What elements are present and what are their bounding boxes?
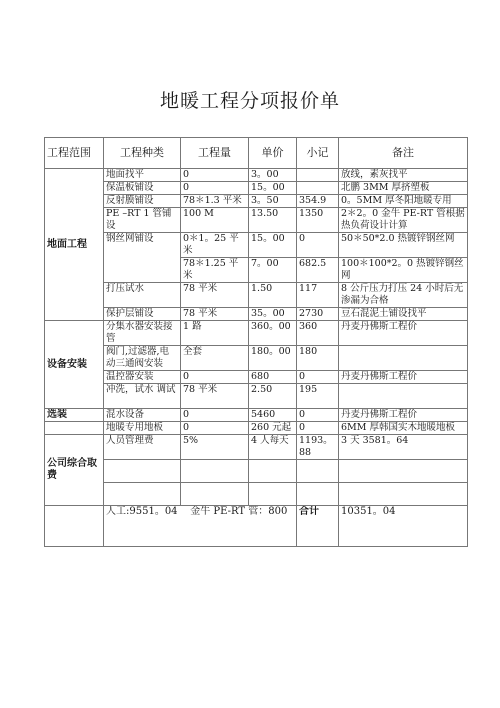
cell-empty [339, 483, 468, 506]
cell-type: 温控器安装 [104, 371, 181, 384]
cell-qty: 78 平米 [181, 308, 249, 321]
cell-note: 丹麦丹佛斯工程价 [339, 409, 468, 422]
section-company: 公司综合取费 [45, 435, 104, 506]
table-row [45, 233, 468, 258]
table-row [45, 346, 468, 371]
cell-type: 地面找平 [104, 169, 181, 182]
header-unit-price: 单价 [249, 138, 297, 169]
cell-sub: 117 [297, 283, 339, 308]
total-value: 10351。04 [339, 506, 468, 547]
cell-empty [104, 483, 181, 506]
cell-sub: 195 [297, 384, 339, 409]
table-row [45, 169, 468, 182]
cell-note: 北鹏 3MM 厚挤塑板 [339, 182, 468, 195]
cell-qty: 78 平米 [181, 384, 249, 409]
cell-sub: 1350 [297, 208, 339, 233]
cell-type: 阀门,过滤器,电动三通阀安装 [104, 346, 181, 371]
quote-table [44, 137, 468, 547]
cell-note: 放线，素灰找平 [339, 169, 468, 182]
table-row [45, 208, 468, 233]
cell-price: 3。50 [249, 195, 297, 208]
section-ground: 地面工程 [45, 169, 104, 321]
cell-empty [45, 506, 104, 547]
cell-note: 丹麦丹佛斯工程价 [339, 321, 468, 346]
table-row [45, 435, 468, 460]
cell-note: 6MM 厚韩国实木地暖地板 [339, 422, 468, 435]
cell-qty: 78＊1.3 平米 [181, 195, 249, 208]
cell-qty: 78 平米 [181, 283, 249, 308]
cell-note: 丹麦丹佛斯工程价 [339, 371, 468, 384]
cell-type: 保温板铺设 [104, 182, 181, 195]
cell-qty: 0 [181, 409, 249, 422]
cell-qty: 5% [181, 435, 249, 460]
cell-type: PE –RT 1 管铺设 [104, 208, 181, 233]
cell-note: 2＊2。0 金牛 PE-RT 管根据热负荷设计计算 [339, 208, 468, 233]
table-row [45, 182, 468, 195]
cell-sub: 2730 [297, 308, 339, 321]
cell-price: 35。00 [249, 308, 297, 321]
cell-sub: 682.5 [297, 258, 339, 283]
cell-type: 地暖专用地板 [104, 422, 181, 435]
cell-note: 8 公斤压力打压 24 小时后无渗漏为合格 [339, 283, 468, 308]
cell-type: 反射膜铺设 [104, 195, 181, 208]
cell-sub: 354.9 [297, 195, 339, 208]
cell-price: 4 人每天 [249, 435, 297, 460]
cell-empty [181, 483, 249, 506]
cell-qty: 0＊1。25 平米 [181, 233, 249, 258]
table-row [45, 409, 468, 422]
cell-type: 打压试水 [104, 283, 181, 308]
cell-empty [249, 460, 297, 483]
cell-note: 100＊100*2。0 热镀锌钢丝网 [339, 258, 468, 283]
cell-qty: 0 [181, 169, 249, 182]
cell-price: 360。00 [249, 321, 297, 346]
cell-qty: 全套 [181, 346, 249, 371]
total-row [45, 506, 468, 547]
cell-type: 混水设备 [104, 409, 181, 422]
cell-empty [45, 422, 104, 435]
table-row [45, 371, 468, 384]
cell-empty [297, 483, 339, 506]
table-row [45, 283, 468, 308]
cell-price: 3。00 [249, 169, 297, 182]
cell-price: 7。00 [249, 258, 297, 283]
header-scope: 工程范围 [45, 138, 104, 169]
cell-qty: 0 [181, 182, 249, 195]
cell-empty [339, 460, 468, 483]
table-row [45, 483, 468, 506]
page-title: 地暖工程分项报价单 [159, 90, 340, 112]
cell-note: 50＊50*2.0 热镀锌钢丝网 [339, 233, 468, 258]
cell-type: 保护层铺设 [104, 308, 181, 321]
table-header-row [45, 138, 468, 169]
cell-note: 3 天 3581。64 [339, 435, 468, 460]
total-label: 合计 [297, 506, 339, 547]
cell-type: 分集水器安装接管 [104, 321, 181, 346]
cell-price: 260 元起 [249, 422, 297, 435]
cell-price: 13.50 [249, 208, 297, 233]
table-row [45, 384, 468, 409]
table-row [45, 195, 468, 208]
cell-empty [104, 460, 181, 483]
cell-sub: 360 [297, 321, 339, 346]
cell-type: 人员管理费 [104, 435, 181, 460]
header-subtotal: 小记 [297, 138, 339, 169]
header-note: 备注 [339, 138, 468, 169]
cell-empty [297, 460, 339, 483]
table-row [45, 308, 468, 321]
cell-price: 180。00 [249, 346, 297, 371]
cell-price: 1.50 [249, 283, 297, 308]
cell-price: 15。00 [249, 233, 297, 258]
table-row [45, 321, 468, 346]
cell-sub: 180 [297, 346, 339, 371]
cell-qty: 1 路 [181, 321, 249, 346]
section-equipment: 设备安装 [45, 321, 104, 409]
cell-empty [249, 483, 297, 506]
cell-empty [181, 460, 249, 483]
cell-type: 冲洗，试水 调试 [104, 384, 181, 409]
cell-type: 钢丝网铺设 [104, 233, 181, 283]
cell-qty: 100 M [181, 208, 249, 233]
cell-price: 2.50 [249, 384, 297, 409]
cell-sub: 1193。88 [297, 435, 339, 460]
cell-note: 0。5MM 厚冬阳地暖专用 [339, 195, 468, 208]
cell-qty: 78＊1.25 平米 [181, 258, 249, 283]
cell-sub: 0 [297, 422, 339, 435]
cell-price: 15。00 [249, 182, 297, 195]
header-quantity: 工程量 [181, 138, 249, 169]
cell-qty: 0 [181, 422, 249, 435]
header-type: 工程种类 [104, 138, 181, 169]
table-row [45, 422, 468, 435]
cell-sub: 0 [297, 371, 339, 384]
cell-note [339, 384, 468, 409]
cell-sub [297, 169, 339, 182]
cell-sub: 0 [297, 409, 339, 422]
section-optional: 选装 [45, 409, 104, 422]
cell-price: 680 [249, 371, 297, 384]
cell-note: 豆石混泥土铺设找平 [339, 308, 468, 321]
cell-note [339, 346, 468, 371]
table-row [45, 460, 468, 483]
cell-qty: 0 [181, 371, 249, 384]
cell-sub [297, 182, 339, 195]
cell-sub: 0 [297, 233, 339, 258]
total-labor-pipe: 人工:9551。04 金牛 PE-RT 管：800 [104, 506, 297, 547]
cell-price: 5460 [249, 409, 297, 422]
